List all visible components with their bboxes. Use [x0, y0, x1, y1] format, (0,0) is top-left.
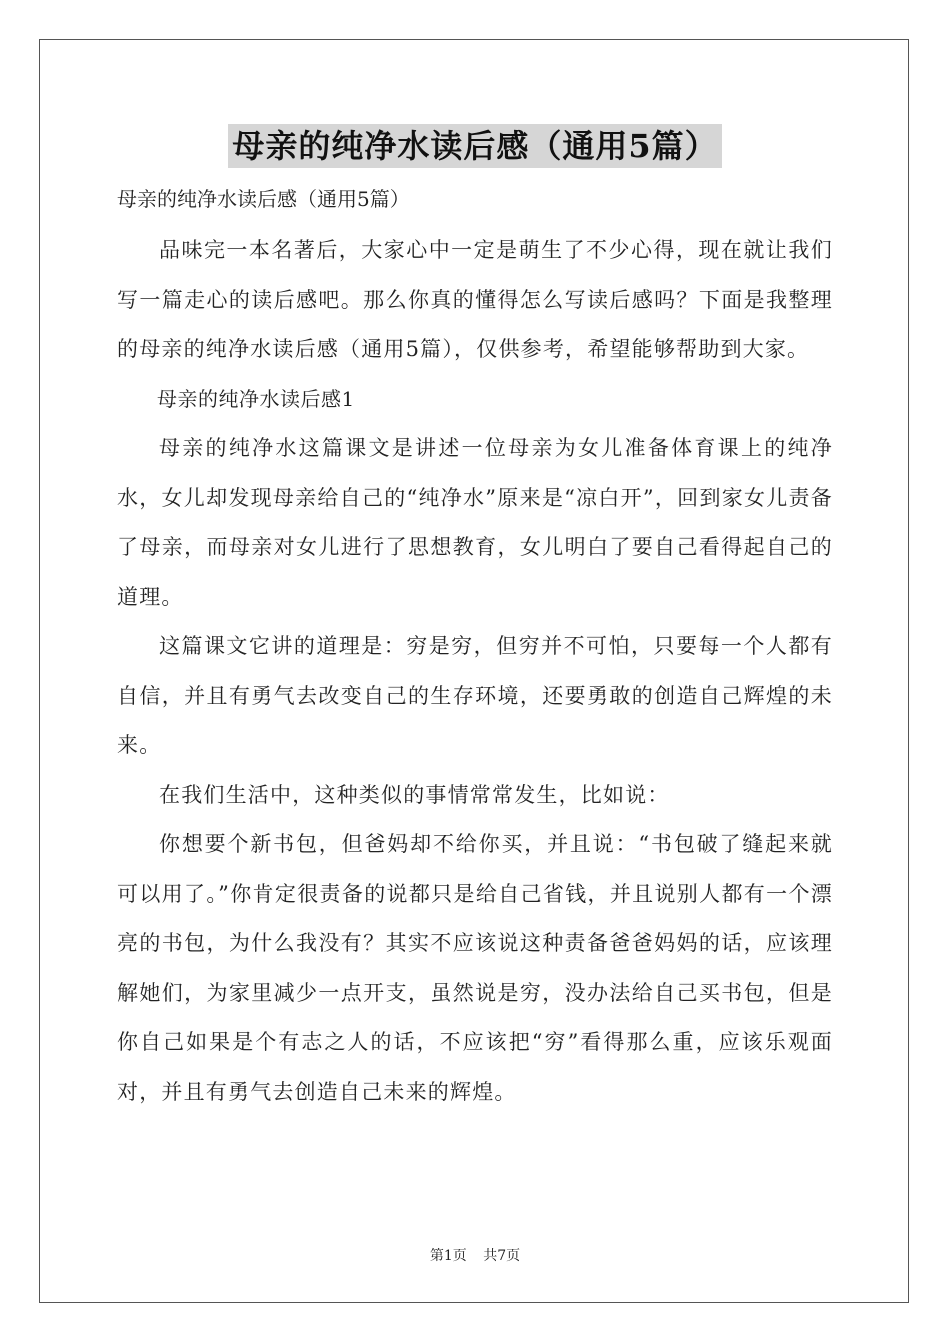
document-body — [117, 226, 833, 1117]
paragraph-intro: 品味完一本名著后，大家心中一定是萌生了不少心得，现在就让我们写一篇走心的读后感吧。那么你真的懂得怎么写读后感吗？下面是我整理的母亲的纯净水读后感（通用5篇），仅供参考，希望能够帮助到大家。 — [117, 238, 833, 361]
section-heading-1: 母亲的纯净水读后感1 — [157, 386, 355, 411]
paragraph-example-intro: 在我们生活中，这种类似的事情常常发生，比如说： — [159, 782, 670, 807]
page-footer — [0, 1245, 950, 1265]
page-number: 第1页 — [429, 1248, 467, 1264]
document-title: 母亲的纯净水读后感（通用5篇） — [228, 124, 721, 168]
paragraph-example: 你想要个新书包，但爸妈却不给你买，并且说：“书包破了缝起来就可以用了。”你肯定很责备的说都只是给自己省钱，并且说别人都有一个漂亮的书包，为什么我没有？其实不应该说这种责备爸爸妈妈的话，应该理解她们，为家里减少一点开支，虽然说是穷，没办法给自己买书包，但是你自己如果是个有志之人的话，不应该把“穷”看得那么重，应该乐观面对，并且有勇气去创造自己未来的辉煌。 — [117, 832, 833, 1104]
title-container — [0, 124, 950, 168]
paragraph-lesson: 这篇课文它讲的道理是：穷是穷，但穷并不可怕，只要每一个人都有自信，并且有勇气去改变自己的生存环境，还要勇敢的创造自己辉煌的未来。 — [117, 634, 833, 757]
page-total: 共7页 — [483, 1248, 521, 1264]
document-subtitle: 母亲的纯净水读后感（通用5篇） — [117, 187, 410, 211]
paragraph-summary: 母亲的纯净水这篇课文是讲述一位母亲为女儿准备体育课上的纯净水，女儿却发现母亲给自己的“纯净水”原来是“凉白开”，回到家女儿责备了母亲，而母亲对女儿进行了思想教育，女儿明白了要自己看得起自己的道理。 — [117, 436, 833, 609]
